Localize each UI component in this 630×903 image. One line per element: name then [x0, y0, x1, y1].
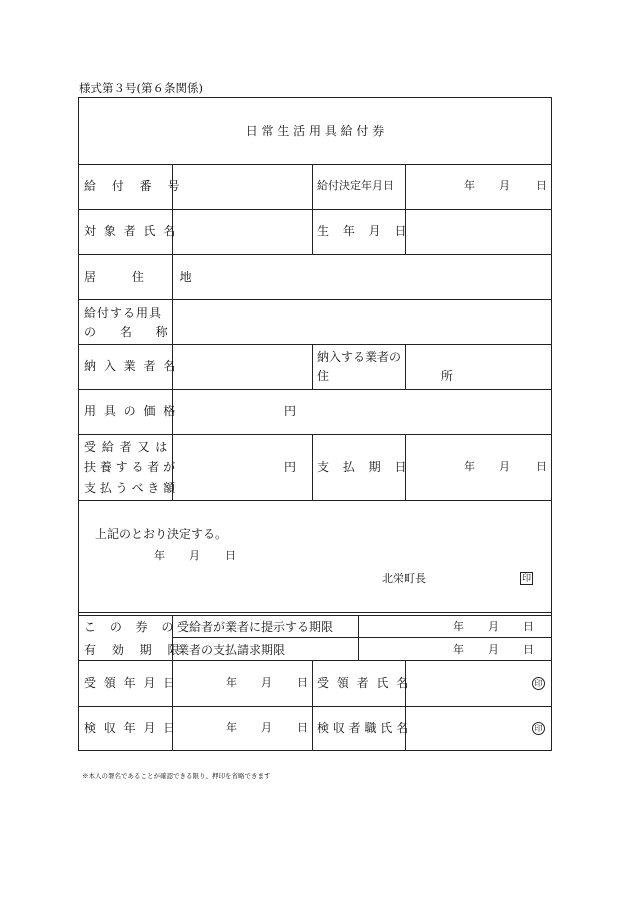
grant-date-month: 月: [499, 179, 510, 192]
row-divider: [78, 209, 552, 210]
inspection-day: 日: [297, 721, 308, 734]
row-divider: [78, 389, 552, 390]
price-yen: 円: [284, 404, 297, 418]
recipient-name-label: 対 象 者 氏 名: [84, 224, 178, 238]
row-divider: [78, 660, 552, 661]
row-divider: [78, 344, 552, 345]
receiver-seal-mark: 印: [532, 677, 545, 690]
validity-item-presentation: 受給者が業者に提示する期限: [177, 620, 334, 634]
payment-label-line1: 受 給 者 又 は: [84, 440, 169, 454]
item-name-label-line2: の 名 称: [84, 325, 178, 339]
decision-statement: 上記のとおり決定する。: [95, 527, 228, 541]
receipt-date-label: 受 領 年 月 日: [84, 676, 178, 690]
decision-year: 年: [154, 549, 165, 562]
supplier-address-label-line2: 住 所: [317, 369, 507, 383]
payment-date-month: 月: [499, 460, 510, 473]
address-label: 居 住 地: [84, 270, 208, 284]
form-number: 様式第３号(第６条関係): [79, 81, 203, 95]
validity1-day: 日: [523, 620, 534, 633]
col-divider: [405, 660, 406, 751]
mayor-title: 北栄町長: [382, 572, 426, 585]
payment-label-line2: 扶 養 す る 者 が: [84, 460, 176, 474]
row-divider-double: [78, 615, 552, 616]
col-divider: [312, 164, 313, 254]
validity2-year: 年: [453, 643, 464, 656]
mayor-seal-stamp: 印: [521, 574, 531, 584]
validity2-day: 日: [523, 643, 534, 656]
payment-yen: 円: [284, 460, 297, 474]
birth-date-label: 生 年 月 日: [317, 224, 412, 238]
col-divider: [312, 434, 313, 500]
receipt-year: 年: [226, 676, 237, 689]
row-divider: [78, 434, 552, 435]
receiver-name-label: 受 領 者 氏 名: [317, 676, 411, 690]
receipt-day: 日: [297, 676, 308, 689]
decision-month: 月: [189, 549, 200, 562]
supplier-name-label: 納 入 業 者 名: [84, 359, 178, 373]
validity2-month: 月: [488, 643, 499, 656]
decision-day: 日: [225, 549, 236, 562]
col-divider: [312, 344, 313, 389]
validity1-month: 月: [488, 620, 499, 633]
payment-label-line3: 支 払 う べ き 額: [84, 481, 176, 495]
inspection-month: 月: [261, 721, 272, 734]
row-divider: [78, 706, 552, 707]
price-label: 用 具 の 価 格: [84, 404, 178, 418]
grant-date-day: 日: [536, 179, 547, 192]
receipt-month: 月: [261, 676, 272, 689]
col-divider: [312, 660, 313, 751]
col-divider: [405, 164, 406, 254]
row-divider: [172, 637, 552, 638]
item-name-label-line1: 給付する用具: [84, 306, 163, 320]
voucher-title: 日 常 生 活 用 具 給 付 券: [245, 124, 385, 138]
inspector-seal-mark: 印: [532, 722, 545, 735]
row-divider: [78, 299, 552, 300]
grant-decision-date-label: 給付決定年月日: [317, 179, 394, 192]
supplier-address-label-line1: 納入する業者の: [317, 350, 402, 364]
inspector-name-label: 検 収 者 職 氏 名: [317, 721, 409, 735]
inspection-year: 年: [226, 721, 237, 734]
validity-label-line2: 有 効 期 限: [84, 643, 186, 657]
col-divider: [358, 615, 359, 660]
row-divider: [78, 254, 552, 255]
footnote: ※本人の署名であることが確認できる限り、押印を省略できます: [82, 772, 271, 780]
grant-number-label: 給 付 番 号: [84, 179, 186, 193]
payment-date-day: 日: [536, 460, 547, 473]
validity-item-billing: 業者の支払請求期限: [177, 643, 286, 657]
payment-due-label: 支 払 期 日: [317, 460, 412, 474]
row-divider: [78, 164, 552, 165]
row-divider: [78, 612, 552, 613]
validity-label-line1: こ の 券 の: [84, 620, 179, 634]
inspection-date-label: 検 収 年 月 日: [84, 721, 178, 735]
payment-date-year: 年: [464, 460, 475, 473]
row-divider: [78, 500, 552, 501]
validity1-year: 年: [453, 620, 464, 633]
grant-date-year: 年: [464, 179, 475, 192]
